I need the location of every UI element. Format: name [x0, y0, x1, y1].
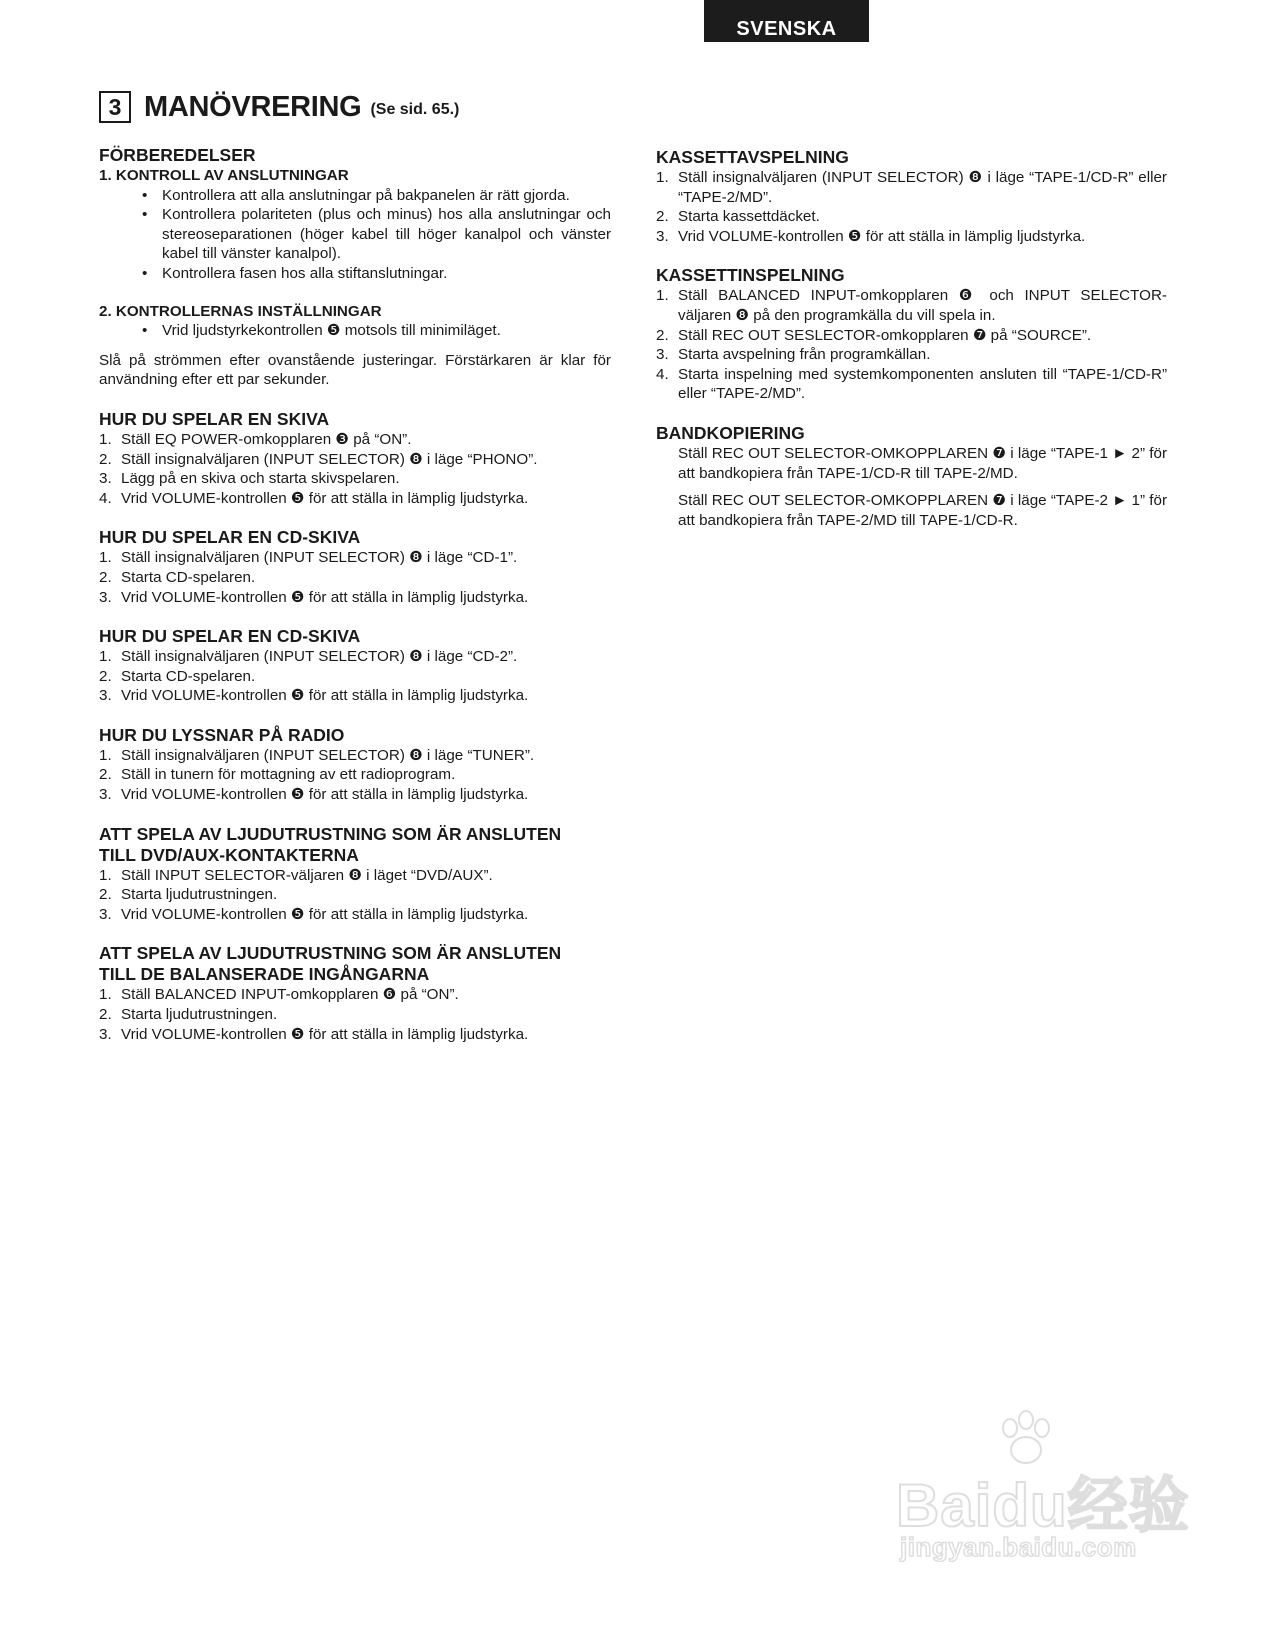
list-item: 3. Vrid VOLUME-kontrollen ❺ för att ställa in lämplig ljudstyrka.: [99, 687, 529, 705]
list-item: 3. Vrid VOLUME-kontrollen ❺ för att ställa in lämplig ljudstyrka.: [99, 905, 529, 923]
page-reference: (Se sid. 65.): [370, 101, 460, 118]
section-dvd-aux: [99, 824, 611, 925]
list-item: 1. Ställ insignalväljaren (INPUT SELECTOR) ❽ i läge “TUNER”.: [99, 746, 535, 764]
section-heading: HUR DU SPELAR EN CD-SKIVA: [99, 527, 361, 548]
section-heading: HUR DU SPELAR EN CD-SKIVA: [99, 626, 361, 647]
section-balanced: [99, 943, 611, 1044]
list-item: 2. Starta ljudutrustningen.: [99, 1006, 278, 1024]
language-tab: SVENSKA: [704, 0, 869, 42]
step-list: [656, 168, 1167, 246]
section-play-record: [99, 409, 611, 508]
bullet-list: [99, 186, 611, 284]
list-item: 1. Ställ BALANCED INPUT-omkopplaren ❻ och INPUT SELECTOR-väljaren ❽ på den programkälla du vill spela in.: [656, 287, 1167, 324]
list-item: 2. Starta ljudutrustningen.: [99, 886, 278, 904]
list-item: 1. Ställ INPUT SELECTOR-väljaren ❽ i läget “DVD/AUX”.: [99, 866, 493, 884]
section-heading-line2: TILL DE BALANSERADE INGÅNGARNA: [99, 964, 430, 985]
list-item: • Kontrollera att alla anslutningar på bakpanelen är rätt gjorda.: [142, 186, 570, 204]
section-heading: KASSETTINSPELNING: [656, 265, 845, 286]
right-column: [656, 147, 1167, 549]
dubbing-paragraph-2: Ställ REC OUT SELECTOR-OMKOPPLAREN ❼ i läge “TAPE-2 ► 1” för att bandkopiera från TAPE-2/MD till TAPE-1/CD-R.: [678, 492, 1167, 529]
section-heading: KASSETTAVSPELNING: [656, 147, 849, 167]
step-list: [99, 746, 611, 805]
section-radio: [99, 725, 611, 805]
section-heading: HUR DU SPELAR EN SKIVA: [99, 408, 330, 429]
list-item: 2. Ställ insignalväljaren (INPUT SELECTOR) ❽ i läge “PHONO”.: [99, 450, 538, 468]
list-item: 2. Starta CD-spelaren.: [99, 568, 256, 586]
list-item: • Vrid ljudstyrkekontrollen ❺ motsols till minimiläget.: [142, 322, 501, 340]
section-number-box: 3: [99, 91, 131, 123]
watermark-url: jingyan.baidu.com: [900, 1532, 1137, 1562]
section-heading: FÖRBEREDELSER: [99, 145, 256, 165]
dubbing-paragraph-1: Ställ REC OUT SELECTOR-OMKOPPLAREN ❼ i läge “TAPE-1 ► 2” för att bandkopiera från TAPE-1/CD-R till TAPE-2/MD.: [678, 444, 1167, 482]
section-tape-playback: [656, 147, 1167, 246]
watermark: [896, 1440, 1196, 1570]
list-item: 3. Starta avspelning från programkällan.: [656, 346, 931, 364]
list-item: 1. Ställ BALANCED INPUT-omkopplaren ❻ på “ON”.: [99, 986, 459, 1004]
section-heading: ATT SPELA AV LJUDUTRUSTNING SOM ÄR ANSLUTEN: [99, 823, 562, 844]
list-item: 1. Ställ insignalväljaren (INPUT SELECTOR) ❽ i läge “TAPE-1/CD-R” eller “TAPE-2/MD”.: [656, 169, 1167, 206]
section-tape-recording: [656, 265, 1167, 404]
list-item: • Kontrollera polariteten (plus och minus) hos alla anslutningar och stereoseparationen (höger kabel till höger kanalpol och vänster kabel till vänster kanalpol).: [142, 206, 611, 263]
section-tape-dubbing: [656, 423, 1167, 530]
step-list: [99, 548, 611, 607]
section-heading: ATT SPELA AV LJUDUTRUSTNING SOM ÄR ANSLUTEN: [99, 943, 562, 964]
section-heading: BANDKOPIERING: [656, 422, 805, 443]
list-item: 3. Vrid VOLUME-kontrollen ❺ för att ställa in lämplig ljudstyrka.: [99, 1025, 529, 1043]
note-paragraph: Slå på strömmen efter ovanstående justeringar. Förstärkaren är klar för användning efter ett par sekunder.: [99, 351, 611, 389]
list-item: 3. Vrid VOLUME-kontrollen ❺ för att ställa in lämplig ljudstyrka.: [99, 588, 529, 606]
list-item: 2. Starta CD-spelaren.: [99, 667, 256, 685]
list-item: 2. Ställ in tunern för mottagning av ett radioprogram.: [99, 766, 456, 784]
list-item: 4. Vrid VOLUME-kontrollen ❺ för att ställa in lämplig ljudstyrka.: [99, 489, 529, 507]
step-list: [99, 647, 611, 706]
page-title: MANÖVRERING: [144, 90, 362, 123]
list-item: 1. Ställ EQ POWER-omkopplaren ❸ på “ON”.: [99, 430, 412, 448]
section-preparations: [99, 145, 611, 390]
section-header: [99, 87, 459, 127]
section-heading: HUR DU LYSSNAR PÅ RADIO: [99, 724, 345, 745]
list-item: 2. Starta kassettdäcket.: [656, 208, 820, 226]
section-play-cd2: [99, 626, 611, 706]
step-list: [99, 866, 611, 925]
subsection-heading: 2. KONTROLLERNAS INSTÄLLNINGAR: [99, 302, 382, 320]
list-item: 3. Vrid VOLUME-kontrollen ❺ för att ställa in lämplig ljudstyrka.: [656, 227, 1086, 245]
list-item: 3. Lägg på en skiva och starta skivspelaren.: [99, 470, 400, 488]
bullet-list: [99, 321, 611, 341]
watermark-brand: Baidu经验: [896, 1472, 1190, 1539]
list-item: 1. Ställ insignalväljaren (INPUT SELECTOR) ❽ i läge “CD-2”.: [99, 648, 518, 666]
step-list: [99, 985, 611, 1044]
list-item: 3. Vrid VOLUME-kontrollen ❺ för att ställa in lämplig ljudstyrka.: [99, 786, 529, 804]
list-item: • Kontrollera fasen hos alla stiftanslutningar.: [142, 264, 448, 282]
list-item: 1. Ställ insignalväljaren (INPUT SELECTOR) ❽ i läge “CD-1”.: [99, 549, 518, 567]
subsection-heading: 1. KONTROLL AV ANSLUTNINGAR: [99, 167, 349, 184]
left-column: [99, 145, 611, 1063]
step-list: [656, 286, 1167, 404]
section-heading-line2: TILL DVD/AUX-KONTAKTERNA: [99, 844, 359, 865]
list-item: 4. Starta inspelning med systemkomponenten ansluten till “TAPE-1/CD-R” eller “TAPE-2/MD”.: [656, 365, 1167, 403]
step-list: [99, 430, 611, 508]
list-item: 2. Ställ REC OUT SESLECTOR-omkopplaren ❼ på “SOURCE”.: [656, 326, 1092, 344]
section-play-cd1: [99, 527, 611, 607]
